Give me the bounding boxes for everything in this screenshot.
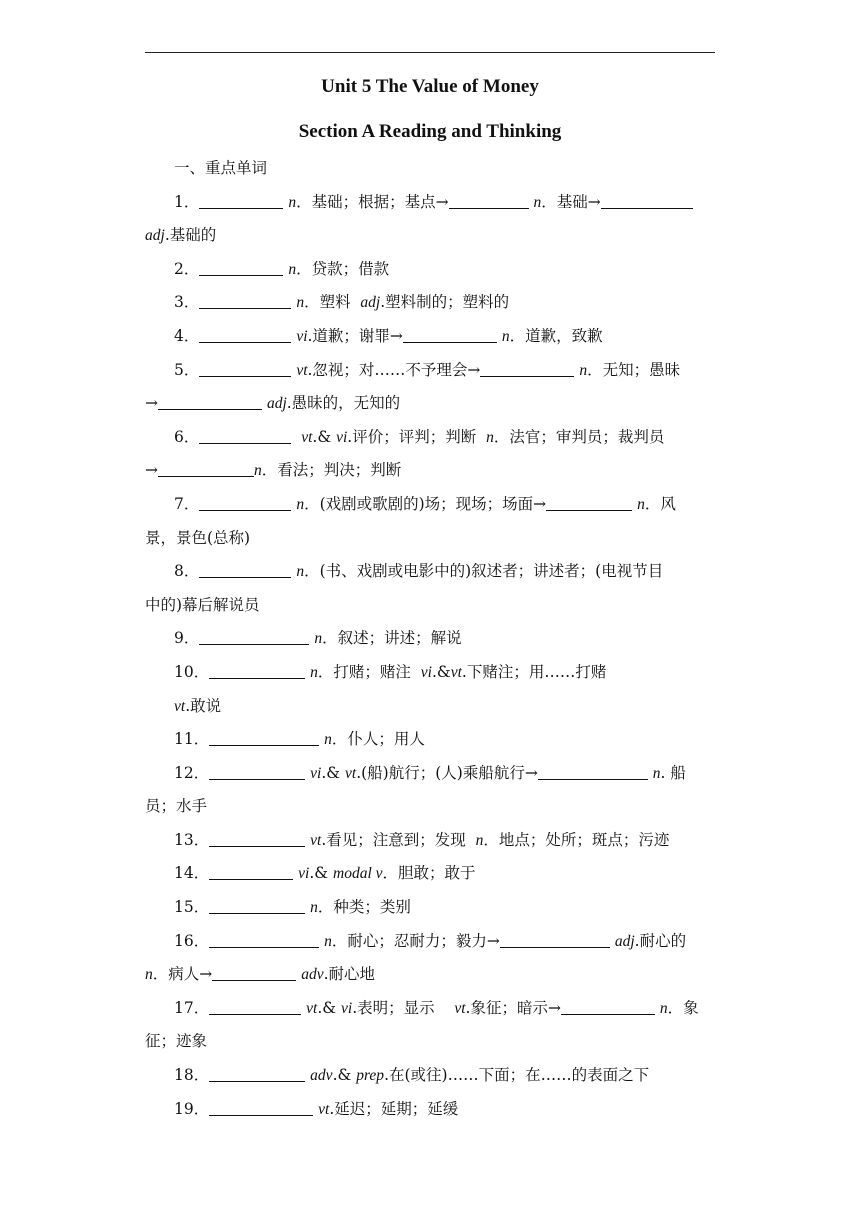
part-of-speech: prep — [356, 1067, 385, 1085]
answer-blank[interactable] — [209, 898, 305, 915]
answer-blank[interactable] — [209, 998, 301, 1015]
part-of-speech: adj — [266, 395, 287, 413]
part-of-speech: n — [533, 193, 542, 211]
definition-text: .塑料制的；塑料的 — [380, 293, 510, 312]
vocab-item-continuation — [145, 522, 715, 556]
definition-text: ．基础；根据；基点→ — [296, 192, 449, 211]
part-of-speech: vi — [296, 327, 308, 345]
item-number: 12． — [174, 763, 210, 782]
answer-blank[interactable] — [199, 326, 291, 343]
definition-text: ．地点；处所；斑点；污迹 — [483, 830, 670, 849]
vocab-item-continuation — [145, 454, 715, 488]
answer-blank[interactable] — [538, 763, 648, 780]
definition-text: ．法官；审判员；裁判员 — [493, 427, 665, 446]
item-number: 2． — [174, 259, 200, 278]
definition-text: 中的)幕后解说员 — [145, 595, 260, 614]
definition-text: .& — [312, 427, 337, 446]
answer-blank[interactable] — [500, 931, 610, 948]
header-rule — [145, 52, 715, 53]
vocab-item — [145, 656, 715, 690]
definition-text: ．塑料 — [304, 293, 361, 312]
vocab-item-continuation — [145, 690, 715, 724]
part-of-speech: n — [486, 428, 494, 446]
vocab-item-continuation — [145, 1025, 715, 1059]
definition-text: .忽视；对……不予理会→ — [307, 360, 481, 379]
answer-blank[interactable] — [199, 192, 283, 209]
answer-blank[interactable] — [601, 192, 693, 209]
vocab-item — [145, 320, 715, 354]
definition-text: .& — [321, 763, 346, 782]
item-number: 14． — [174, 864, 210, 883]
answer-blank[interactable] — [546, 494, 632, 511]
definition-text: 员；水手 — [145, 797, 208, 816]
part-of-speech: adj — [614, 932, 635, 950]
definition-text: .象征；暗示→ — [465, 998, 561, 1017]
answer-blank[interactable] — [209, 864, 293, 881]
definition-text: .基础的 — [164, 226, 217, 245]
definition-text: ．种类；类别 — [317, 898, 411, 917]
vocab-item-continuation — [145, 387, 715, 421]
definition-text: ．仆人；用人 — [331, 730, 425, 749]
definition-text: ．无知；愚昧 — [587, 360, 681, 379]
part-of-speech: n — [145, 966, 153, 984]
part-of-speech: n — [637, 495, 645, 513]
vocab-item — [145, 555, 715, 589]
document-title: Unit 5 The Value of Money — [321, 76, 539, 97]
vocab-item — [145, 891, 715, 925]
part-of-speech: n — [314, 630, 323, 648]
definition-text: .& — [309, 864, 334, 883]
vocab-item — [145, 723, 715, 757]
item-number: 6． — [174, 427, 200, 446]
definition-text: ．打赌；赌注 — [317, 662, 421, 681]
item-number: 18． — [174, 1066, 210, 1085]
answer-blank[interactable] — [199, 629, 309, 646]
answer-blank[interactable] — [199, 360, 291, 377]
definition-text: ．风 — [644, 494, 676, 513]
definition-text: ．(戏剧或歌剧的)场；现场；场面→ — [304, 494, 547, 513]
answer-blank[interactable] — [209, 730, 319, 747]
part-of-speech: n — [296, 294, 305, 312]
section-heading: 一、重点单词 — [174, 159, 268, 177]
item-number: 10． — [174, 662, 210, 681]
answer-blank[interactable] — [199, 494, 291, 511]
item-number: 11． — [174, 730, 210, 749]
item-number: 1． — [174, 192, 200, 211]
item-number: 3． — [174, 293, 200, 312]
vocab-item-continuation — [145, 790, 715, 824]
definition-text: ．看法；判决；判断 — [261, 461, 402, 480]
definition-text: ．胆敢；敢于 — [382, 864, 476, 883]
answer-blank[interactable] — [158, 461, 254, 478]
definition-text: 景，景色(总称) — [145, 528, 251, 547]
vocab-item — [145, 253, 715, 287]
part-of-speech: vi — [341, 999, 353, 1017]
part-of-speech: vi — [336, 428, 348, 446]
answer-blank[interactable] — [209, 1099, 313, 1116]
part-of-speech: vi — [420, 663, 432, 681]
item-number: 9． — [174, 629, 200, 648]
definition-text: → — [145, 461, 158, 480]
answer-blank[interactable] — [209, 830, 305, 847]
definition-text: . 船 — [660, 763, 686, 782]
part-of-speech: n — [475, 831, 484, 849]
definition-text: .& — [332, 1066, 357, 1085]
part-of-speech: n — [254, 462, 262, 480]
definition-text: 征；迹象 — [145, 1032, 208, 1051]
part-of-speech: vt — [454, 999, 466, 1017]
part-of-speech: vt — [174, 697, 186, 715]
answer-blank[interactable] — [449, 192, 529, 209]
part-of-speech: vt — [296, 361, 308, 379]
vocab-item — [145, 186, 715, 220]
answer-blank[interactable] — [209, 763, 305, 780]
part-of-speech: adv — [301, 966, 324, 984]
item-number: 7． — [174, 494, 200, 513]
definition-text: .表明；显示 — [352, 998, 455, 1017]
vocab-item — [145, 421, 715, 455]
answer-blank[interactable] — [480, 360, 574, 377]
vocab-item — [145, 488, 715, 522]
definition-text: .延迟；延期；延缓 — [329, 1099, 459, 1118]
section-title: Section A Reading and Thinking — [298, 121, 562, 142]
vocab-item-continuation — [145, 219, 715, 253]
definition-text: .& — [431, 662, 451, 681]
vocab-item — [145, 824, 715, 858]
part-of-speech: modal v — [333, 865, 383, 883]
vocab-item-continuation — [145, 958, 715, 992]
answer-blank[interactable] — [199, 293, 291, 310]
definition-text: .愚昧的，无知的 — [286, 394, 401, 413]
part-of-speech: n — [652, 764, 661, 782]
answer-blank[interactable] — [199, 427, 291, 444]
part-of-speech: vt — [306, 999, 318, 1017]
part-of-speech: n — [501, 327, 510, 345]
definition-text: .敢说 — [185, 696, 222, 715]
vocab-item — [145, 925, 715, 959]
item-number: 8． — [174, 562, 200, 581]
part-of-speech: vi — [298, 865, 310, 883]
definition-text: ．象 — [667, 998, 699, 1017]
item-number: 19． — [174, 1099, 210, 1118]
definition-text — [291, 428, 301, 446]
vocab-item — [145, 857, 715, 891]
definition-text: ．(书、戏剧或电影中的)叙述者；讲述者；(电视节目 — [304, 562, 664, 581]
vocab-item — [145, 757, 715, 791]
part-of-speech: n — [296, 563, 305, 581]
definition-text: .耐心的 — [634, 931, 687, 950]
vocab-item — [145, 992, 715, 1026]
answer-blank[interactable] — [209, 1066, 305, 1083]
definition-text: ．贷款；借款 — [296, 259, 390, 278]
part-of-speech: n — [288, 260, 297, 278]
vocab-item — [145, 286, 715, 320]
part-of-speech: n — [310, 663, 318, 681]
item-number: 13． — [174, 830, 210, 849]
item-number: 4． — [174, 326, 200, 345]
part-of-speech: n — [324, 731, 332, 749]
part-of-speech: adv — [310, 1067, 333, 1085]
answer-blank[interactable] — [403, 326, 497, 343]
definition-text: .看见；注意到；发现 — [321, 830, 476, 849]
item-number: 16． — [174, 931, 210, 950]
answer-blank[interactable] — [209, 931, 319, 948]
vocab-item — [145, 622, 715, 656]
item-number: 5． — [174, 360, 200, 379]
definition-text: .评价；评判；判断 — [347, 427, 487, 446]
definition-text: .(船)航行；(人)乘船航行→ — [356, 763, 538, 782]
part-of-speech: n — [288, 193, 297, 211]
item-number: 17． — [174, 998, 210, 1017]
vocabulary-list — [145, 152, 715, 1126]
part-of-speech: vt — [450, 663, 462, 681]
definition-text: ．耐心；忍耐力；毅力→ — [331, 931, 500, 950]
vocab-item — [145, 354, 715, 388]
answer-blank[interactable] — [199, 259, 283, 276]
part-of-speech: vt — [318, 1100, 330, 1118]
definition-text: ．叙述；讲述；解说 — [322, 629, 462, 648]
definition-text: .& — [317, 998, 342, 1017]
part-of-speech: adj — [145, 227, 165, 245]
definition-text: .道歉；谢罪→ — [307, 326, 403, 345]
definition-text: .耐心地 — [323, 965, 376, 984]
answer-blank[interactable] — [199, 562, 291, 579]
part-of-speech: n — [579, 361, 588, 379]
part-of-speech: vi — [310, 764, 322, 782]
definition-text: → — [145, 394, 158, 413]
definition-text: ．基础→ — [541, 192, 601, 211]
part-of-speech: adj — [360, 294, 381, 312]
part-of-speech: vt — [345, 764, 357, 782]
answer-blank[interactable] — [561, 998, 655, 1015]
definition-text: ．病人→ — [152, 965, 213, 984]
part-of-speech: n — [296, 495, 305, 513]
part-of-speech: vt — [310, 831, 322, 849]
answer-blank[interactable] — [209, 662, 305, 679]
part-of-speech: n — [659, 999, 668, 1017]
definition-text: .下赌注；用……打赌 — [461, 662, 607, 681]
item-number: 15． — [174, 898, 210, 917]
vocab-item-continuation — [145, 589, 715, 623]
definition-text: ．道歉，致歉 — [509, 326, 603, 345]
definition-text: .在(或往)……下面；在……的表面之下 — [384, 1066, 650, 1085]
part-of-speech: n — [324, 932, 332, 950]
answer-blank[interactable] — [212, 965, 296, 982]
vocab-item — [145, 1093, 715, 1127]
part-of-speech: vt — [301, 428, 313, 446]
part-of-speech: n — [310, 899, 318, 917]
vocab-item — [145, 1059, 715, 1093]
answer-blank[interactable] — [158, 394, 262, 411]
